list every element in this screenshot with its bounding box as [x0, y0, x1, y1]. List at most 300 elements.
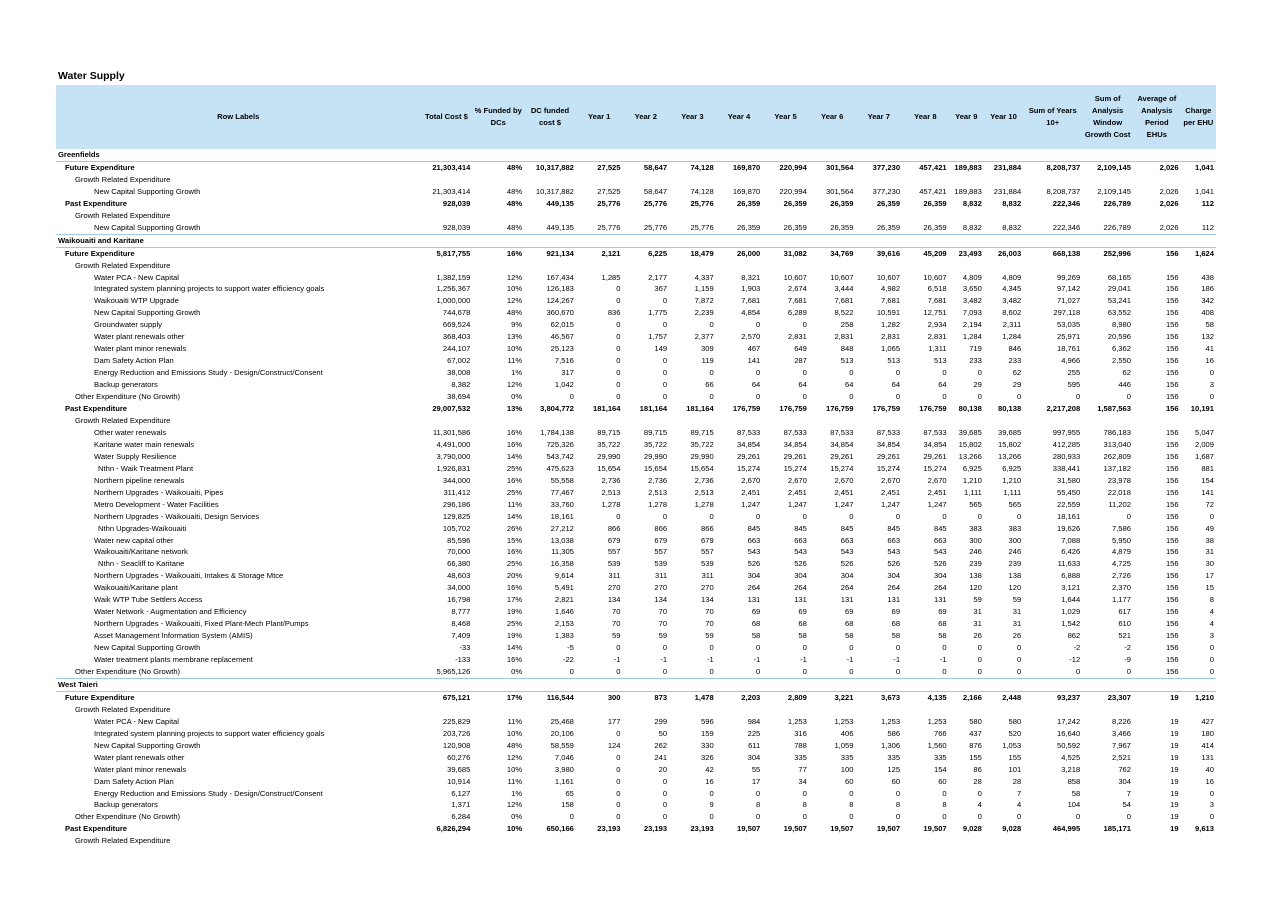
cell-value[interactable]: 2,809: [787, 692, 807, 702]
cell-value[interactable]: 53,241: [1107, 296, 1131, 306]
cell-value[interactable]: 1,065: [881, 344, 901, 354]
cell-value[interactable]: [669, 835, 716, 847]
row-label[interactable]: Integrated system planning projects to support water efficiency goals: [94, 728, 325, 738]
cell-value[interactable]: 513: [887, 356, 901, 366]
row-label[interactable]: Water plant renewals other: [94, 332, 185, 342]
cell-value[interactable]: [949, 835, 984, 847]
cell-value[interactable]: 156: [1165, 475, 1179, 485]
row-label[interactable]: Water plant minor renewals: [94, 764, 187, 774]
cell-value[interactable]: 16%: [506, 583, 523, 593]
cell-value[interactable]: 3,221: [834, 692, 854, 702]
cell-value[interactable]: 60: [938, 776, 947, 786]
cell-value[interactable]: 9,028: [962, 824, 982, 834]
cell-value[interactable]: 270: [654, 583, 668, 593]
cell-value[interactable]: [623, 149, 670, 161]
cell-value[interactable]: 10%: [506, 764, 523, 774]
cell-value[interactable]: 62: [1122, 368, 1131, 378]
row-label[interactable]: Northern Upgrades - Waikouaiti, Pipes: [94, 487, 224, 497]
cell-value[interactable]: 2,109,145: [1097, 186, 1131, 196]
cell-value[interactable]: 225: [747, 728, 761, 738]
cell-value[interactable]: [524, 234, 576, 247]
cell-value[interactable]: 414: [1201, 740, 1214, 750]
cell-value[interactable]: [1181, 234, 1216, 247]
cell-value[interactable]: 304: [887, 571, 901, 581]
cell-value[interactable]: 23,978: [1107, 475, 1131, 485]
cell-value[interactable]: 34,854: [923, 439, 947, 449]
cell-value[interactable]: 317: [561, 368, 574, 378]
cell-value[interactable]: 29: [973, 380, 982, 390]
cell-value[interactable]: 17: [1205, 571, 1214, 581]
column-header[interactable]: Year 8: [902, 85, 949, 149]
cell-value[interactable]: 258: [840, 320, 854, 330]
cell-value[interactable]: 11,301,586: [432, 427, 471, 437]
cell-value[interactable]: 156: [1165, 619, 1179, 629]
cell-value[interactable]: 226,789: [1103, 198, 1131, 208]
cell-value[interactable]: 1,253: [834, 716, 854, 726]
cell-value[interactable]: 23,193: [643, 824, 668, 834]
cell-value[interactable]: 27,212: [550, 523, 574, 533]
cell-value[interactable]: 0: [977, 643, 982, 653]
cell-value[interactable]: 99,269: [1057, 272, 1081, 282]
cell-value[interactable]: 3,650: [962, 284, 982, 294]
cell-value[interactable]: 264: [840, 583, 854, 593]
cell-value[interactable]: 0: [1209, 643, 1214, 653]
row-label[interactable]: Northern Upgrades - Waikouaiti, Intakes & Storage Mtce: [94, 571, 284, 581]
cell-value[interactable]: 0: [895, 643, 901, 653]
cell-value[interactable]: 12%: [506, 272, 523, 282]
cell-value[interactable]: [1133, 174, 1181, 186]
cell-value[interactable]: 0: [895, 392, 901, 402]
cell-value[interactable]: 17%: [506, 692, 523, 702]
cell-value[interactable]: [1082, 835, 1133, 847]
cell-value[interactable]: 0: [802, 788, 807, 798]
column-header[interactable]: Sum of Analysis Window Growth Cost: [1082, 85, 1133, 149]
cell-value[interactable]: 28: [973, 776, 982, 786]
cell-value[interactable]: 330: [701, 740, 714, 750]
cell-value[interactable]: 0: [977, 788, 982, 798]
cell-value[interactable]: 11%: [507, 356, 523, 366]
row-label[interactable]: Greenfields: [56, 149, 421, 161]
cell-value[interactable]: 0: [1209, 788, 1214, 798]
cell-value[interactable]: -1: [706, 655, 714, 665]
cell-value[interactable]: [949, 415, 984, 427]
cell-value[interactable]: 264: [933, 583, 947, 593]
cell-value[interactable]: 338,441: [1052, 463, 1081, 473]
cell-value[interactable]: [669, 260, 716, 272]
cell-value[interactable]: 23,193: [597, 824, 621, 834]
cell-value[interactable]: 17: [751, 776, 761, 786]
row-label[interactable]: Nthn Upgrades-Waikouaiti: [98, 523, 187, 533]
cell-value[interactable]: 64: [798, 380, 807, 390]
cell-value[interactable]: 650,166: [546, 824, 574, 834]
row-label[interactable]: Other water renewals: [94, 427, 167, 437]
cell-value[interactable]: 124,267: [546, 296, 574, 306]
cell-value[interactable]: 299: [654, 716, 668, 726]
cell-value[interactable]: 31: [973, 607, 982, 617]
cell-value[interactable]: 21,303,414: [432, 162, 471, 172]
cell-value[interactable]: 6,426: [1061, 547, 1081, 557]
cell-value[interactable]: 2,831: [881, 332, 901, 342]
cell-value[interactable]: 0: [1076, 392, 1081, 402]
cell-value[interactable]: 11%: [507, 776, 523, 786]
cell-value[interactable]: 4: [1016, 800, 1022, 810]
cell-value[interactable]: 2,009: [1194, 439, 1214, 449]
cell-value[interactable]: 377,230: [872, 162, 901, 172]
cell-value[interactable]: 74,128: [690, 186, 714, 196]
cell-value[interactable]: 311,412: [443, 487, 471, 497]
cell-value[interactable]: [576, 174, 623, 186]
cell-value[interactable]: 0: [1016, 392, 1022, 402]
row-label[interactable]: Water new capital other: [94, 535, 174, 545]
cell-value[interactable]: [1023, 678, 1082, 691]
cell-value[interactable]: [762, 210, 809, 222]
cell-value[interactable]: [1133, 415, 1181, 427]
cell-value[interactable]: 156: [1165, 451, 1179, 461]
cell-value[interactable]: [1181, 174, 1216, 186]
cell-value[interactable]: 2,177: [648, 272, 668, 282]
cell-value[interactable]: 156: [1165, 463, 1179, 473]
row-label[interactable]: Northern pipeline renewals: [94, 475, 185, 485]
row-label[interactable]: Metro Development - Water Facilities: [94, 499, 219, 509]
cell-value[interactable]: 0: [802, 643, 807, 653]
cell-value[interactable]: 521: [1118, 631, 1131, 641]
cell-value[interactable]: 0: [616, 511, 621, 521]
cell-value[interactable]: 16,640: [1057, 728, 1081, 738]
cell-value[interactable]: 0: [709, 788, 714, 798]
cell-value[interactable]: 8,777: [451, 607, 471, 617]
cell-value[interactable]: -33: [459, 643, 471, 653]
cell-value[interactable]: 186: [1201, 284, 1214, 294]
cell-value[interactable]: 87,533: [876, 427, 901, 437]
cell-value[interactable]: 1,042: [554, 380, 574, 390]
cell-value[interactable]: 296,186: [442, 499, 471, 509]
cell-value[interactable]: 97,142: [1057, 284, 1081, 294]
cell-value[interactable]: 2,736: [694, 475, 714, 485]
cell-value[interactable]: 412,285: [1052, 439, 1081, 449]
cell-value[interactable]: 137,182: [1103, 463, 1131, 473]
cell-value[interactable]: 19,507: [876, 824, 901, 834]
cell-value[interactable]: 4,809: [1002, 272, 1022, 282]
cell-value[interactable]: 8,522: [834, 308, 854, 318]
cell-value[interactable]: [669, 678, 716, 691]
cell-value[interactable]: 2,026: [1159, 198, 1179, 208]
cell-value[interactable]: 31: [973, 619, 982, 629]
cell-value[interactable]: 2,121: [601, 248, 621, 258]
cell-value[interactable]: [524, 149, 576, 161]
cell-value[interactable]: 2,194: [962, 320, 982, 330]
cell-value[interactable]: 16%: [506, 439, 523, 449]
cell-value[interactable]: 80,138: [958, 404, 982, 414]
cell-value[interactable]: 156: [1165, 248, 1179, 258]
cell-value[interactable]: 138: [969, 571, 982, 581]
cell-value[interactable]: 866: [607, 523, 621, 533]
cell-value[interactable]: 0: [942, 511, 947, 521]
cell-value[interactable]: [623, 678, 670, 691]
cell-value[interactable]: [762, 260, 809, 272]
row-label[interactable]: Water Network - Augmentation and Efficiency: [94, 607, 247, 617]
row-label[interactable]: New Capital Supporting Growth: [94, 186, 201, 196]
cell-value[interactable]: 586: [887, 728, 901, 738]
cell-value[interactable]: 16: [1205, 776, 1214, 786]
cell-value[interactable]: 18,761: [1057, 344, 1081, 354]
row-label[interactable]: Energy Reduction and Emissions Study - Design/Construct/Consent: [94, 788, 323, 798]
cell-value[interactable]: 2,451: [881, 487, 901, 497]
cell-value[interactable]: 2,831: [834, 332, 854, 342]
cell-value[interactable]: 69: [798, 607, 807, 617]
cell-value[interactable]: 5,950: [1111, 535, 1131, 545]
cell-value[interactable]: 132: [1201, 332, 1214, 342]
cell-value[interactable]: 0: [709, 392, 714, 402]
cell-value[interactable]: 0: [756, 666, 761, 676]
cell-value[interactable]: 2,513: [648, 487, 668, 497]
cell-value[interactable]: 406: [840, 728, 854, 738]
cell-value[interactable]: 131: [1201, 752, 1214, 762]
cell-value[interactable]: 31: [1012, 607, 1022, 617]
cell-value[interactable]: 64: [938, 380, 947, 390]
cell-value[interactable]: [1023, 210, 1082, 222]
cell-value[interactable]: 3,790,000: [436, 451, 471, 461]
cell-value[interactable]: 2,726: [1111, 571, 1131, 581]
cell-value[interactable]: 38,008: [447, 368, 471, 378]
cell-value[interactable]: [716, 174, 763, 186]
cell-value[interactable]: 252,996: [1103, 248, 1131, 258]
cell-value[interactable]: 848: [840, 344, 854, 354]
cell-value[interactable]: 26: [1012, 631, 1022, 641]
cell-value[interactable]: 16%: [506, 655, 523, 665]
cell-value[interactable]: [1023, 149, 1082, 161]
cell-value[interactable]: [809, 835, 856, 847]
cell-value[interactable]: [716, 704, 763, 716]
cell-value[interactable]: 921,134: [546, 248, 574, 258]
cell-value[interactable]: 12%: [506, 752, 523, 762]
cell-value[interactable]: 8,832: [962, 198, 982, 208]
cell-value[interactable]: 6,284: [451, 812, 471, 822]
cell-value[interactable]: 866: [654, 523, 668, 533]
cell-value[interactable]: [472, 174, 524, 186]
cell-value[interactable]: 25,776: [690, 222, 714, 232]
cell-value[interactable]: 231,884: [993, 162, 1022, 172]
cell-value[interactable]: [669, 174, 716, 186]
row-label[interactable]: Integrated system planning projects to support water efficiency goals: [94, 284, 325, 294]
cell-value[interactable]: 300: [607, 692, 621, 702]
cell-value[interactable]: 5,817,755: [436, 248, 471, 258]
cell-value[interactable]: 2,821: [554, 595, 574, 605]
cell-value[interactable]: [576, 234, 623, 247]
cell-value[interactable]: 8,468: [451, 619, 471, 629]
cell-value[interactable]: 15,274: [737, 463, 761, 473]
cell-value[interactable]: [421, 835, 473, 847]
cell-value[interactable]: 10,317,882: [535, 162, 574, 172]
cell-value[interactable]: 1,253: [927, 716, 947, 726]
cell-value[interactable]: 41: [1205, 344, 1214, 354]
cell-value[interactable]: 539: [701, 559, 714, 569]
cell-value[interactable]: 6,225: [648, 248, 668, 258]
cell-value[interactable]: 25%: [506, 463, 523, 473]
cell-value[interactable]: [809, 678, 856, 691]
cell-value[interactable]: 74,128: [690, 162, 714, 172]
cell-value[interactable]: [902, 210, 949, 222]
cell-value[interactable]: 8,980: [1111, 320, 1131, 330]
cell-value[interactable]: 2,026: [1159, 162, 1179, 172]
cell-value[interactable]: 2,451: [834, 487, 854, 497]
cell-value[interactable]: 0%: [511, 392, 523, 402]
cell-value[interactable]: [472, 704, 524, 716]
cell-value[interactable]: 304: [747, 752, 761, 762]
column-header[interactable]: Average of Analysis Period EHUs: [1133, 85, 1181, 149]
cell-value[interactable]: 1,059: [834, 740, 854, 750]
row-label[interactable]: Energy Reduction and Emissions Study - Design/Construct/Consent: [94, 368, 323, 378]
cell-value[interactable]: 6,289: [787, 308, 807, 318]
cell-value[interactable]: -1: [753, 655, 761, 665]
cell-value[interactable]: 13,266: [958, 451, 982, 461]
cell-value[interactable]: 2,377: [694, 332, 714, 342]
cell-value[interactable]: -9: [1124, 655, 1131, 665]
cell-value[interactable]: 131: [887, 595, 901, 605]
cell-value[interactable]: [576, 149, 623, 161]
cell-value[interactable]: 1,306: [881, 740, 901, 750]
cell-value[interactable]: 725,326: [546, 439, 574, 449]
cell-value[interactable]: [669, 704, 716, 716]
cell-value[interactable]: 13%: [506, 404, 523, 414]
row-label[interactable]: Nthn - Waik Treatment Plant: [98, 463, 194, 473]
cell-value[interactable]: 39,685: [958, 427, 982, 437]
cell-value[interactable]: 0: [709, 643, 714, 653]
cell-value[interactable]: 1,926,831: [436, 463, 471, 473]
cell-value[interactable]: 156: [1165, 535, 1179, 545]
cell-value[interactable]: 6,925: [1002, 463, 1022, 473]
cell-value[interactable]: 1,278: [648, 499, 668, 509]
row-label[interactable]: New Capital Supporting Growth: [94, 740, 201, 750]
cell-value[interactable]: -2: [1124, 643, 1131, 653]
cell-value[interactable]: 2,670: [787, 475, 807, 485]
cell-value[interactable]: 383: [1008, 523, 1022, 533]
cell-value[interactable]: 342: [1201, 296, 1214, 306]
cell-value[interactable]: 1,278: [601, 499, 621, 509]
cell-value[interactable]: 10%: [506, 728, 523, 738]
cell-value[interactable]: 11,633: [1057, 559, 1081, 569]
cell-value[interactable]: [855, 234, 902, 247]
cell-value[interactable]: 141: [1201, 487, 1214, 497]
cell-value[interactable]: 156: [1165, 607, 1179, 617]
cell-value[interactable]: 27,525: [597, 162, 621, 172]
cell-value[interactable]: 543: [887, 547, 901, 557]
cell-value[interactable]: 0: [1016, 643, 1022, 653]
cell-value[interactable]: 0: [977, 511, 982, 521]
cell-value[interactable]: [762, 678, 809, 691]
cell-value[interactable]: 176,759: [826, 404, 854, 414]
cell-value[interactable]: [902, 415, 949, 427]
cell-value[interactable]: 34,854: [783, 439, 807, 449]
cell-value[interactable]: 71,027: [1057, 296, 1081, 306]
cell-value[interactable]: 55,450: [1057, 487, 1081, 497]
cell-value[interactable]: 1%: [511, 368, 523, 378]
cell-value[interactable]: 58: [938, 631, 947, 641]
cell-value[interactable]: 156: [1165, 666, 1179, 676]
cell-value[interactable]: 189,883: [954, 162, 982, 172]
cell-value[interactable]: [809, 415, 856, 427]
cell-value[interactable]: [472, 260, 524, 272]
cell-value[interactable]: 19,507: [830, 824, 854, 834]
cell-value[interactable]: 19,626: [1057, 523, 1081, 533]
cell-value[interactable]: 25,776: [643, 198, 668, 208]
cell-value[interactable]: 0: [662, 511, 668, 521]
cell-value[interactable]: 846: [1008, 344, 1022, 354]
cell-value[interactable]: 29,041: [1107, 284, 1131, 294]
cell-value[interactable]: 6,888: [1061, 571, 1081, 581]
cell-value[interactable]: [716, 149, 763, 161]
cell-value[interactable]: 7,516: [554, 356, 574, 366]
cell-value[interactable]: 1,210: [1194, 692, 1214, 702]
column-header[interactable]: Row Labels: [56, 85, 421, 149]
cell-value[interactable]: [1133, 835, 1181, 847]
cell-value[interactable]: 0: [616, 752, 621, 762]
cell-value[interactable]: 543: [747, 547, 761, 557]
cell-value[interactable]: 7,093: [962, 308, 982, 318]
cell-value[interactable]: 1,029: [1061, 607, 1081, 617]
cell-value[interactable]: 1,247: [881, 499, 901, 509]
cell-value[interactable]: 18,161: [1057, 511, 1081, 521]
cell-value[interactable]: 1,253: [881, 716, 901, 726]
cell-value[interactable]: [421, 704, 473, 716]
cell-value[interactable]: 19,507: [737, 824, 761, 834]
cell-value[interactable]: [1082, 260, 1133, 272]
cell-value[interactable]: 10,607: [830, 272, 854, 282]
cell-value[interactable]: 10%: [506, 824, 523, 834]
cell-value[interactable]: 124: [607, 740, 621, 750]
cell-value[interactable]: [984, 260, 1023, 272]
cell-value[interactable]: 30: [1205, 559, 1214, 569]
cell-value[interactable]: 304: [840, 571, 854, 581]
cell-value[interactable]: 156: [1165, 427, 1179, 437]
cell-value[interactable]: 34,854: [876, 439, 901, 449]
cell-value[interactable]: 156: [1165, 571, 1179, 581]
cell-value[interactable]: [524, 835, 576, 847]
cell-value[interactable]: 526: [933, 559, 947, 569]
cell-value[interactable]: 1,644: [1061, 595, 1081, 605]
cell-value[interactable]: 1,053: [1002, 740, 1022, 750]
column-header[interactable]: Sum of Years 10+: [1023, 85, 1082, 149]
cell-value[interactable]: 1,111: [1003, 487, 1022, 497]
cell-value[interactable]: 8,226: [1111, 716, 1131, 726]
cell-value[interactable]: 155: [1008, 752, 1022, 762]
cell-value[interactable]: 25,971: [1057, 332, 1081, 342]
column-header[interactable]: Year 4: [716, 85, 763, 149]
cell-value[interactable]: 0: [1016, 812, 1022, 822]
cell-value[interactable]: 69: [891, 607, 901, 617]
cell-value[interactable]: 3,121: [1061, 583, 1081, 593]
cell-value[interactable]: [902, 149, 949, 161]
cell-value[interactable]: 2,203: [741, 692, 761, 702]
cell-value[interactable]: 59: [705, 631, 714, 641]
cell-value[interactable]: 169,870: [732, 162, 761, 172]
cell-value[interactable]: 35,722: [690, 439, 714, 449]
row-label[interactable]: Past Expenditure: [65, 198, 128, 208]
cell-value[interactable]: 0: [895, 812, 901, 822]
cell-value[interactable]: 39,616: [876, 248, 901, 258]
cell-value[interactable]: 26,359: [830, 198, 854, 208]
cell-value[interactable]: 744,678: [442, 308, 471, 318]
cell-value[interactable]: 101: [1008, 764, 1022, 774]
cell-value[interactable]: 368,403: [442, 332, 471, 342]
cell-value[interactable]: 12%: [506, 296, 523, 306]
cell-value[interactable]: 1,247: [834, 499, 854, 509]
cell-value[interactable]: 87,533: [923, 427, 947, 437]
cell-value[interactable]: 126,183: [546, 284, 574, 294]
cell-value[interactable]: -22: [562, 655, 574, 665]
cell-value[interactable]: 437: [969, 728, 982, 738]
cell-value[interactable]: 7: [1016, 788, 1022, 798]
cell-value[interactable]: 246: [969, 547, 982, 557]
